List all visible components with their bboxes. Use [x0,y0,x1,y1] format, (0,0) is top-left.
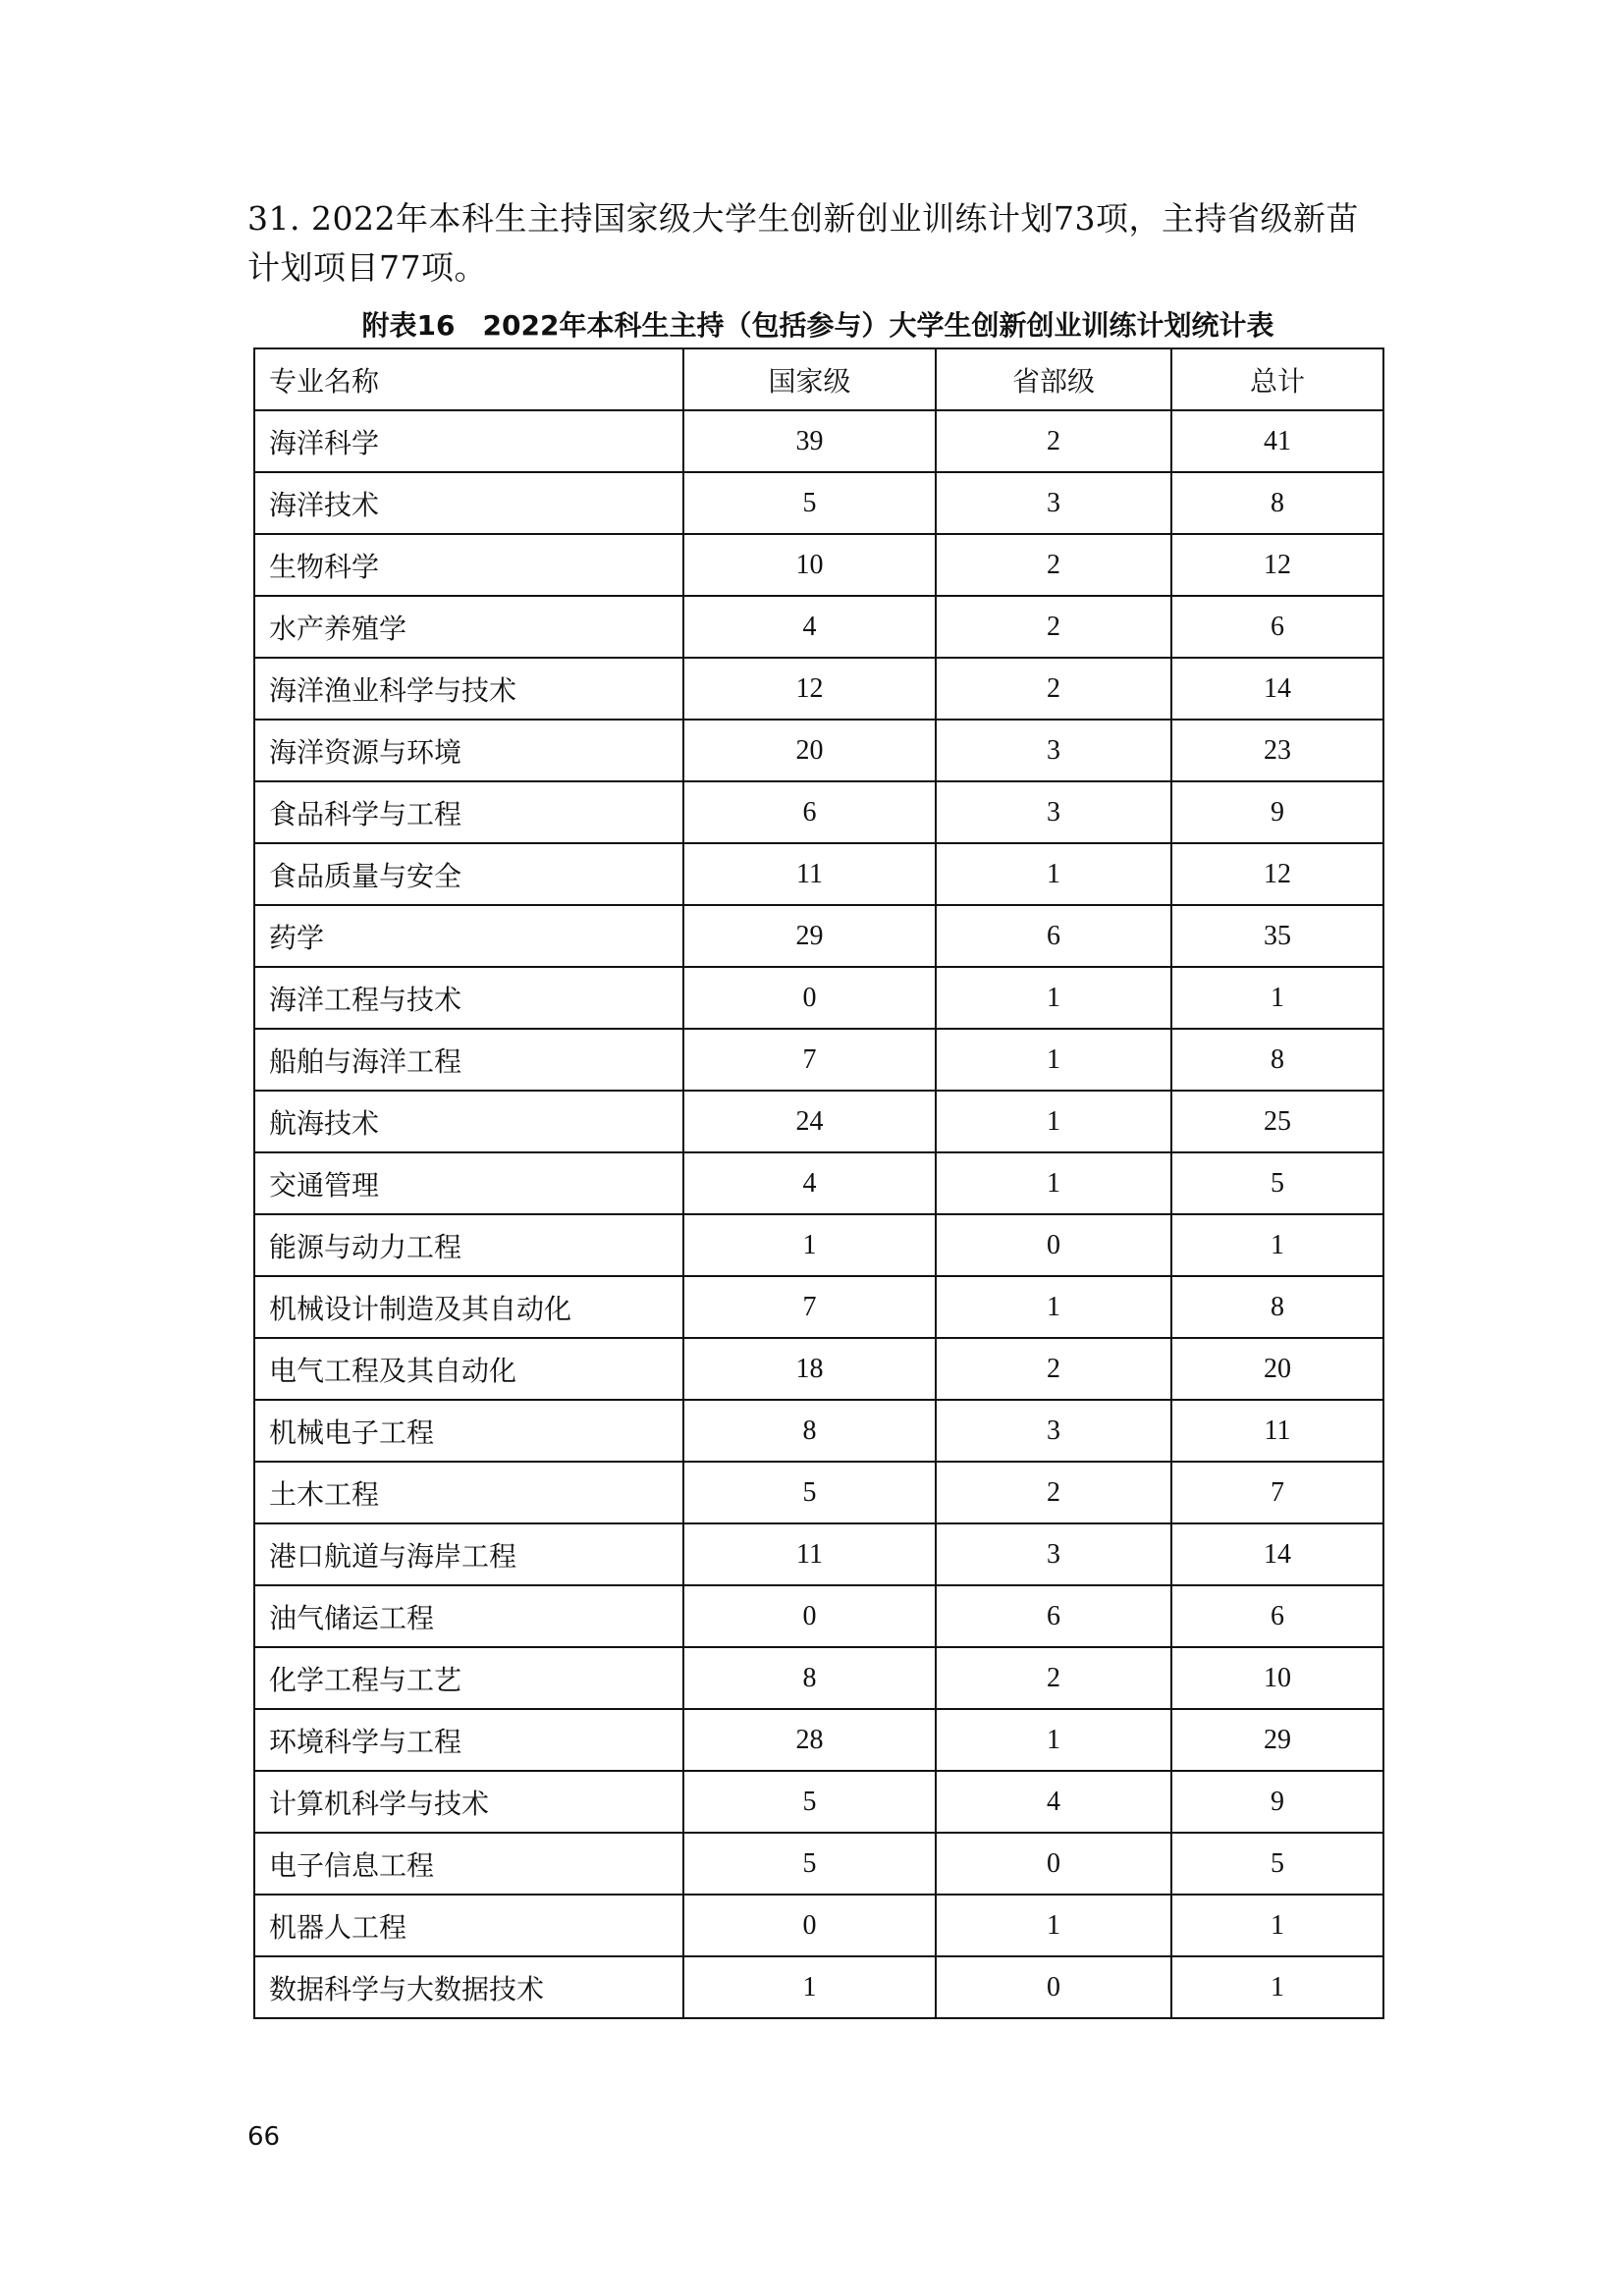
cell-major-name: 环境科学与工程 [254,1709,683,1771]
cell-national: 1 [683,1214,936,1276]
cell-total: 1 [1171,967,1383,1029]
cell-major-name: 能源与动力工程 [254,1214,683,1276]
cell-major-name: 海洋工程与技术 [254,967,683,1029]
cell-national: 18 [683,1338,936,1400]
header-major-name: 专业名称 [254,348,683,410]
cell-provincial: 2 [936,1647,1171,1709]
cell-total: 5 [1171,1833,1383,1895]
cell-provincial: 2 [936,596,1171,658]
table-row [254,596,1383,658]
cell-national: 11 [683,1523,936,1585]
cell-major-name: 生物科学 [254,534,683,596]
cell-major-name: 港口航道与海岸工程 [254,1523,683,1585]
intro-line-2: 计划项目77项。 [247,248,487,287]
cell-national: 1 [683,1956,936,2018]
table-row [254,1462,1383,1523]
cell-total: 12 [1171,843,1383,905]
cell-total: 25 [1171,1091,1383,1152]
table-row [254,658,1383,720]
table-row [254,1338,1383,1400]
table-row [254,1709,1383,1771]
cell-national: 10 [683,534,936,596]
cell-total: 1 [1171,1214,1383,1276]
cell-provincial: 6 [936,1585,1171,1647]
cell-major-name: 海洋技术 [254,472,683,534]
cell-major-name: 船舶与海洋工程 [254,1029,683,1091]
cell-total: 1 [1171,1895,1383,1956]
table-row [254,1895,1383,1956]
cell-major-name: 机械电子工程 [254,1400,683,1462]
cell-major-name: 交通管理 [254,1152,683,1214]
statistics-table [253,347,1384,2019]
cell-national: 4 [683,1152,936,1214]
cell-provincial: 3 [936,720,1171,781]
cell-major-name: 机器人工程 [254,1895,683,1956]
header-provincial: 省部级 [936,348,1171,410]
cell-national: 7 [683,1276,936,1338]
cell-national: 4 [683,596,936,658]
cell-major-name: 油气储运工程 [254,1585,683,1647]
cell-major-name: 药学 [254,905,683,967]
cell-total: 29 [1171,1709,1383,1771]
cell-major-name: 化学工程与工艺 [254,1647,683,1709]
cell-national: 8 [683,1400,936,1462]
cell-national: 11 [683,843,936,905]
cell-provincial: 4 [936,1771,1171,1833]
table-row [254,472,1383,534]
cell-provincial: 1 [936,1091,1171,1152]
cell-provincial: 1 [936,843,1171,905]
cell-total: 12 [1171,534,1383,596]
cell-total: 1 [1171,1956,1383,2018]
table-row [254,843,1383,905]
intro-paragraph [247,194,1386,293]
table-header [254,348,1383,410]
cell-major-name: 航海技术 [254,1091,683,1152]
cell-provincial: 2 [936,534,1171,596]
cell-national: 39 [683,410,936,472]
cell-national: 0 [683,967,936,1029]
cell-major-name: 水产养殖学 [254,596,683,658]
table-row [254,410,1383,472]
cell-total: 35 [1171,905,1383,967]
cell-major-name: 食品质量与安全 [254,843,683,905]
header-row [254,348,1383,410]
cell-total: 14 [1171,658,1383,720]
cell-provincial: 1 [936,967,1171,1029]
cell-total: 11 [1171,1400,1383,1462]
table-row [254,1647,1383,1709]
cell-national: 0 [683,1895,936,1956]
cell-total: 9 [1171,1771,1383,1833]
cell-provincial: 1 [936,1029,1171,1091]
cell-national: 5 [683,1833,936,1895]
table-row [254,1152,1383,1214]
table-row [254,905,1383,967]
table-row [254,1771,1383,1833]
cell-national: 28 [683,1709,936,1771]
cell-provincial: 1 [936,1152,1171,1214]
cell-national: 8 [683,1647,936,1709]
cell-provincial: 3 [936,1400,1171,1462]
cell-major-name: 土木工程 [254,1462,683,1523]
cell-national: 7 [683,1029,936,1091]
cell-national: 6 [683,781,936,843]
cell-total: 6 [1171,596,1383,658]
cell-national: 5 [683,472,936,534]
cell-provincial: 6 [936,905,1171,967]
cell-provincial: 1 [936,1276,1171,1338]
table-row [254,1091,1383,1152]
cell-provincial: 2 [936,658,1171,720]
header-national: 国家级 [683,348,936,410]
cell-total: 8 [1171,1029,1383,1091]
cell-total: 7 [1171,1462,1383,1523]
cell-major-name: 海洋资源与环境 [254,720,683,781]
cell-national: 0 [683,1585,936,1647]
cell-major-name: 食品科学与工程 [254,781,683,843]
table-body [254,410,1383,2018]
cell-major-name: 计算机科学与技术 [254,1771,683,1833]
cell-national: 5 [683,1462,936,1523]
cell-national: 5 [683,1771,936,1833]
cell-total: 20 [1171,1338,1383,1400]
cell-national: 12 [683,658,936,720]
cell-major-name: 数据科学与大数据技术 [254,1956,683,2018]
table-row [254,1400,1383,1462]
table-row [254,1956,1383,2018]
cell-total: 14 [1171,1523,1383,1585]
cell-provincial: 2 [936,410,1171,472]
table-row [254,1523,1383,1585]
cell-total: 9 [1171,781,1383,843]
cell-provincial: 3 [936,1523,1171,1585]
table-row [254,720,1383,781]
cell-major-name: 电气工程及其自动化 [254,1338,683,1400]
cell-provincial: 2 [936,1338,1171,1400]
cell-provincial: 3 [936,472,1171,534]
cell-provincial: 2 [936,1462,1171,1523]
cell-provincial: 0 [936,1833,1171,1895]
cell-total: 8 [1171,1276,1383,1338]
table-row [254,1585,1383,1647]
cell-national: 29 [683,905,936,967]
cell-total: 41 [1171,410,1383,472]
cell-provincial: 3 [936,781,1171,843]
cell-major-name: 海洋渔业科学与技术 [254,658,683,720]
cell-total: 6 [1171,1585,1383,1647]
cell-total: 23 [1171,720,1383,781]
cell-provincial: 0 [936,1956,1171,2018]
table-row [254,1029,1383,1091]
cell-major-name: 海洋科学 [254,410,683,472]
table-row [254,1214,1383,1276]
cell-total: 8 [1171,472,1383,534]
page-number: 66 [247,2122,281,2152]
table-row [254,781,1383,843]
table-row [254,534,1383,596]
cell-major-name: 机械设计制造及其自动化 [254,1276,683,1338]
cell-national: 24 [683,1091,936,1152]
intro-line-1: 31. 2022年本科生主持国家级大学生创新创业训练计划73项，主持省级新苗 [247,199,1359,238]
table-caption: 附表16 2022年本科生主持（包括参与）大学生创新创业训练计划统计表 [361,309,1274,342]
cell-national: 20 [683,720,936,781]
table-row [254,967,1383,1029]
cell-provincial: 0 [936,1214,1171,1276]
cell-total: 10 [1171,1647,1383,1709]
cell-major-name: 电子信息工程 [254,1833,683,1895]
header-total: 总计 [1171,348,1383,410]
cell-total: 5 [1171,1152,1383,1214]
table-row [254,1276,1383,1338]
table-row [254,1833,1383,1895]
cell-provincial: 1 [936,1895,1171,1956]
cell-provincial: 1 [936,1709,1171,1771]
